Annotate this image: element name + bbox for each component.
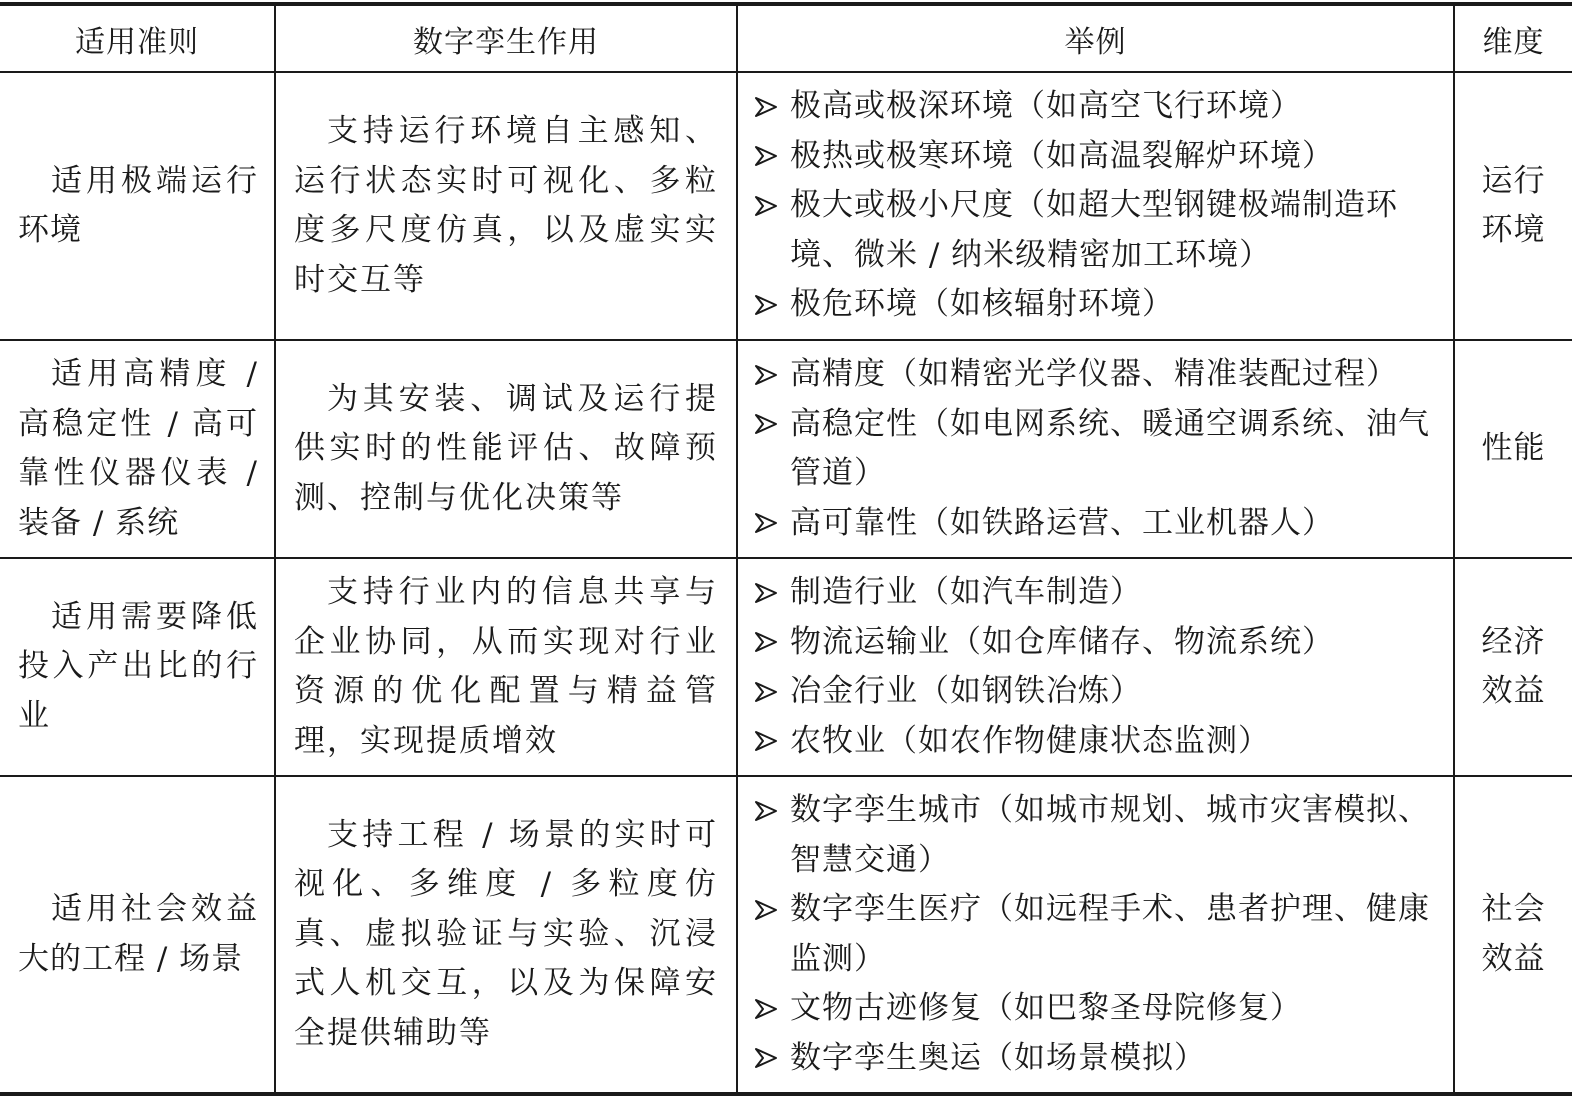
- role-cell: 为其安装、调试及运行提供实时的性能评估、故障预测、控制与优化决策等: [275, 340, 737, 558]
- arrowhead-bullet-icon: [754, 132, 784, 181]
- example-text: 数字孪生医疗（如远程手术、患者护理、健康监测）: [790, 891, 1430, 977]
- table-row: [0, 558, 1572, 776]
- arrowhead-bullet-icon: [754, 568, 784, 617]
- header-row: [0, 4, 1572, 72]
- header-examples: 举例: [737, 4, 1454, 72]
- arrowhead-bullet-icon: [754, 667, 784, 716]
- dimension-cell: [1454, 558, 1572, 776]
- header-role: 数字孪生作用: [275, 4, 737, 72]
- table-body: [0, 72, 1572, 1094]
- dimension-line: 效益: [1481, 673, 1546, 709]
- dimension-line: 性能: [1481, 430, 1546, 467]
- examples-list: [752, 350, 1439, 548]
- dimension-line: 运行: [1481, 162, 1546, 199]
- arrowhead-bullet-icon: [754, 280, 784, 329]
- examples-list: [752, 82, 1439, 330]
- examples-cell: [737, 72, 1454, 340]
- arrowhead-bullet-icon: [754, 984, 784, 1033]
- criterion-cell: 适用需要降低投入产出比的行业: [0, 558, 275, 776]
- list-item: [752, 181, 1439, 280]
- header-dimension: 维度: [1454, 4, 1572, 72]
- role-cell: 支持工程 / 场景的实时可视化、多维度 / 多粒度仿真、虚拟验证与实验、沉浸式人机交互，以及为保障安全提供辅助等: [275, 776, 737, 1094]
- arrowhead-bullet-icon: [754, 1034, 784, 1083]
- dimension-line: 社会: [1481, 891, 1546, 927]
- criterion-cell: 适用高精度 / 高稳定性 / 高可靠性仪器仪表 / 装备 / 系统: [0, 340, 275, 558]
- table-header: [0, 4, 1572, 72]
- example-text: 极大或极小尺度（如超大型钢键极端制造环境、微米 / 纳米级精密加工环境）: [790, 187, 1398, 273]
- arrowhead-bullet-icon: [754, 499, 784, 548]
- table-row: [0, 776, 1572, 1094]
- list-item: [752, 350, 1439, 400]
- arrowhead-bullet-icon: [754, 618, 784, 667]
- example-text: 农牧业（如农作物健康状态监测）: [790, 722, 1270, 759]
- criterion-cell: 适用社会效益大的工程 / 场景: [0, 776, 275, 1094]
- example-text: 极危环境（如核辐射环境）: [790, 286, 1174, 323]
- dimension-line: 环境: [1481, 212, 1546, 248]
- criterion-cell: 适用极端运行环境: [0, 72, 275, 340]
- list-item: [752, 885, 1439, 984]
- dimension-cell: [1454, 72, 1572, 340]
- example-text: 极热或极寒环境（如高温裂解炉环境）: [790, 137, 1334, 174]
- list-item: [752, 1034, 1439, 1084]
- examples-list: [752, 568, 1439, 766]
- arrowhead-bullet-icon: [754, 181, 784, 230]
- dimension-cell: [1454, 340, 1572, 558]
- arrowhead-bullet-icon: [754, 350, 784, 399]
- role-cell: 支持运行环境自主感知、运行状态实时可视化、多粒度多尺度仿真，以及虚实实时交互等: [275, 72, 737, 340]
- list-item: [752, 984, 1439, 1034]
- example-text: 物流运输业（如仓库储存、物流系统）: [790, 623, 1334, 660]
- examples-cell: [737, 340, 1454, 558]
- arrowhead-bullet-icon: [754, 400, 784, 449]
- examples-cell: [737, 776, 1454, 1094]
- arrowhead-bullet-icon: [754, 717, 784, 766]
- examples-cell: [737, 558, 1454, 776]
- dimension-line: 效益: [1481, 940, 1546, 977]
- example-text: 文物古迹修复（如巴黎圣母院修复）: [790, 990, 1302, 1026]
- examples-list: [752, 786, 1439, 1083]
- example-text: 数字孪生城市（如城市规划、城市灾害模拟、智慧交通）: [790, 792, 1430, 878]
- list-item: [752, 717, 1439, 767]
- dimension-line: 经济: [1481, 623, 1546, 660]
- example-text: 高精度（如精密光学仪器、精准装配过程）: [790, 356, 1398, 392]
- example-text: 高可靠性（如铁路运营、工业机器人）: [790, 504, 1334, 541]
- example-text: 制造行业（如汽车制造）: [790, 574, 1142, 610]
- example-text: 高稳定性（如电网系统、暖通空调系统、油气管道）: [790, 405, 1430, 491]
- list-item: [752, 280, 1439, 330]
- role-cell: 支持行业内的信息共享与企业协同，从而实现对行业资源的优化配置与精益管理，实现提质增效: [275, 558, 737, 776]
- list-item: [752, 618, 1439, 668]
- list-item: [752, 786, 1439, 885]
- list-item: [752, 667, 1439, 717]
- list-item: [752, 568, 1439, 618]
- list-item: [752, 82, 1439, 132]
- list-item: [752, 132, 1439, 182]
- digital-twin-criteria-table: [0, 2, 1572, 1096]
- table-row: [0, 340, 1572, 558]
- criteria-table: [0, 2, 1572, 1096]
- header-criterion: 适用准则: [0, 4, 275, 72]
- arrowhead-bullet-icon: [754, 885, 784, 934]
- example-text: 数字孪生奥运（如场景模拟）: [790, 1039, 1206, 1076]
- list-item: [752, 400, 1439, 499]
- arrowhead-bullet-icon: [754, 82, 784, 131]
- list-item: [752, 499, 1439, 549]
- dimension-cell: [1454, 776, 1572, 1094]
- arrowhead-bullet-icon: [754, 786, 784, 835]
- example-text: 冶金行业（如钢铁冶炼）: [790, 673, 1142, 709]
- table-row: [0, 72, 1572, 340]
- example-text: 极高或极深环境（如高空飞行环境）: [790, 88, 1302, 125]
